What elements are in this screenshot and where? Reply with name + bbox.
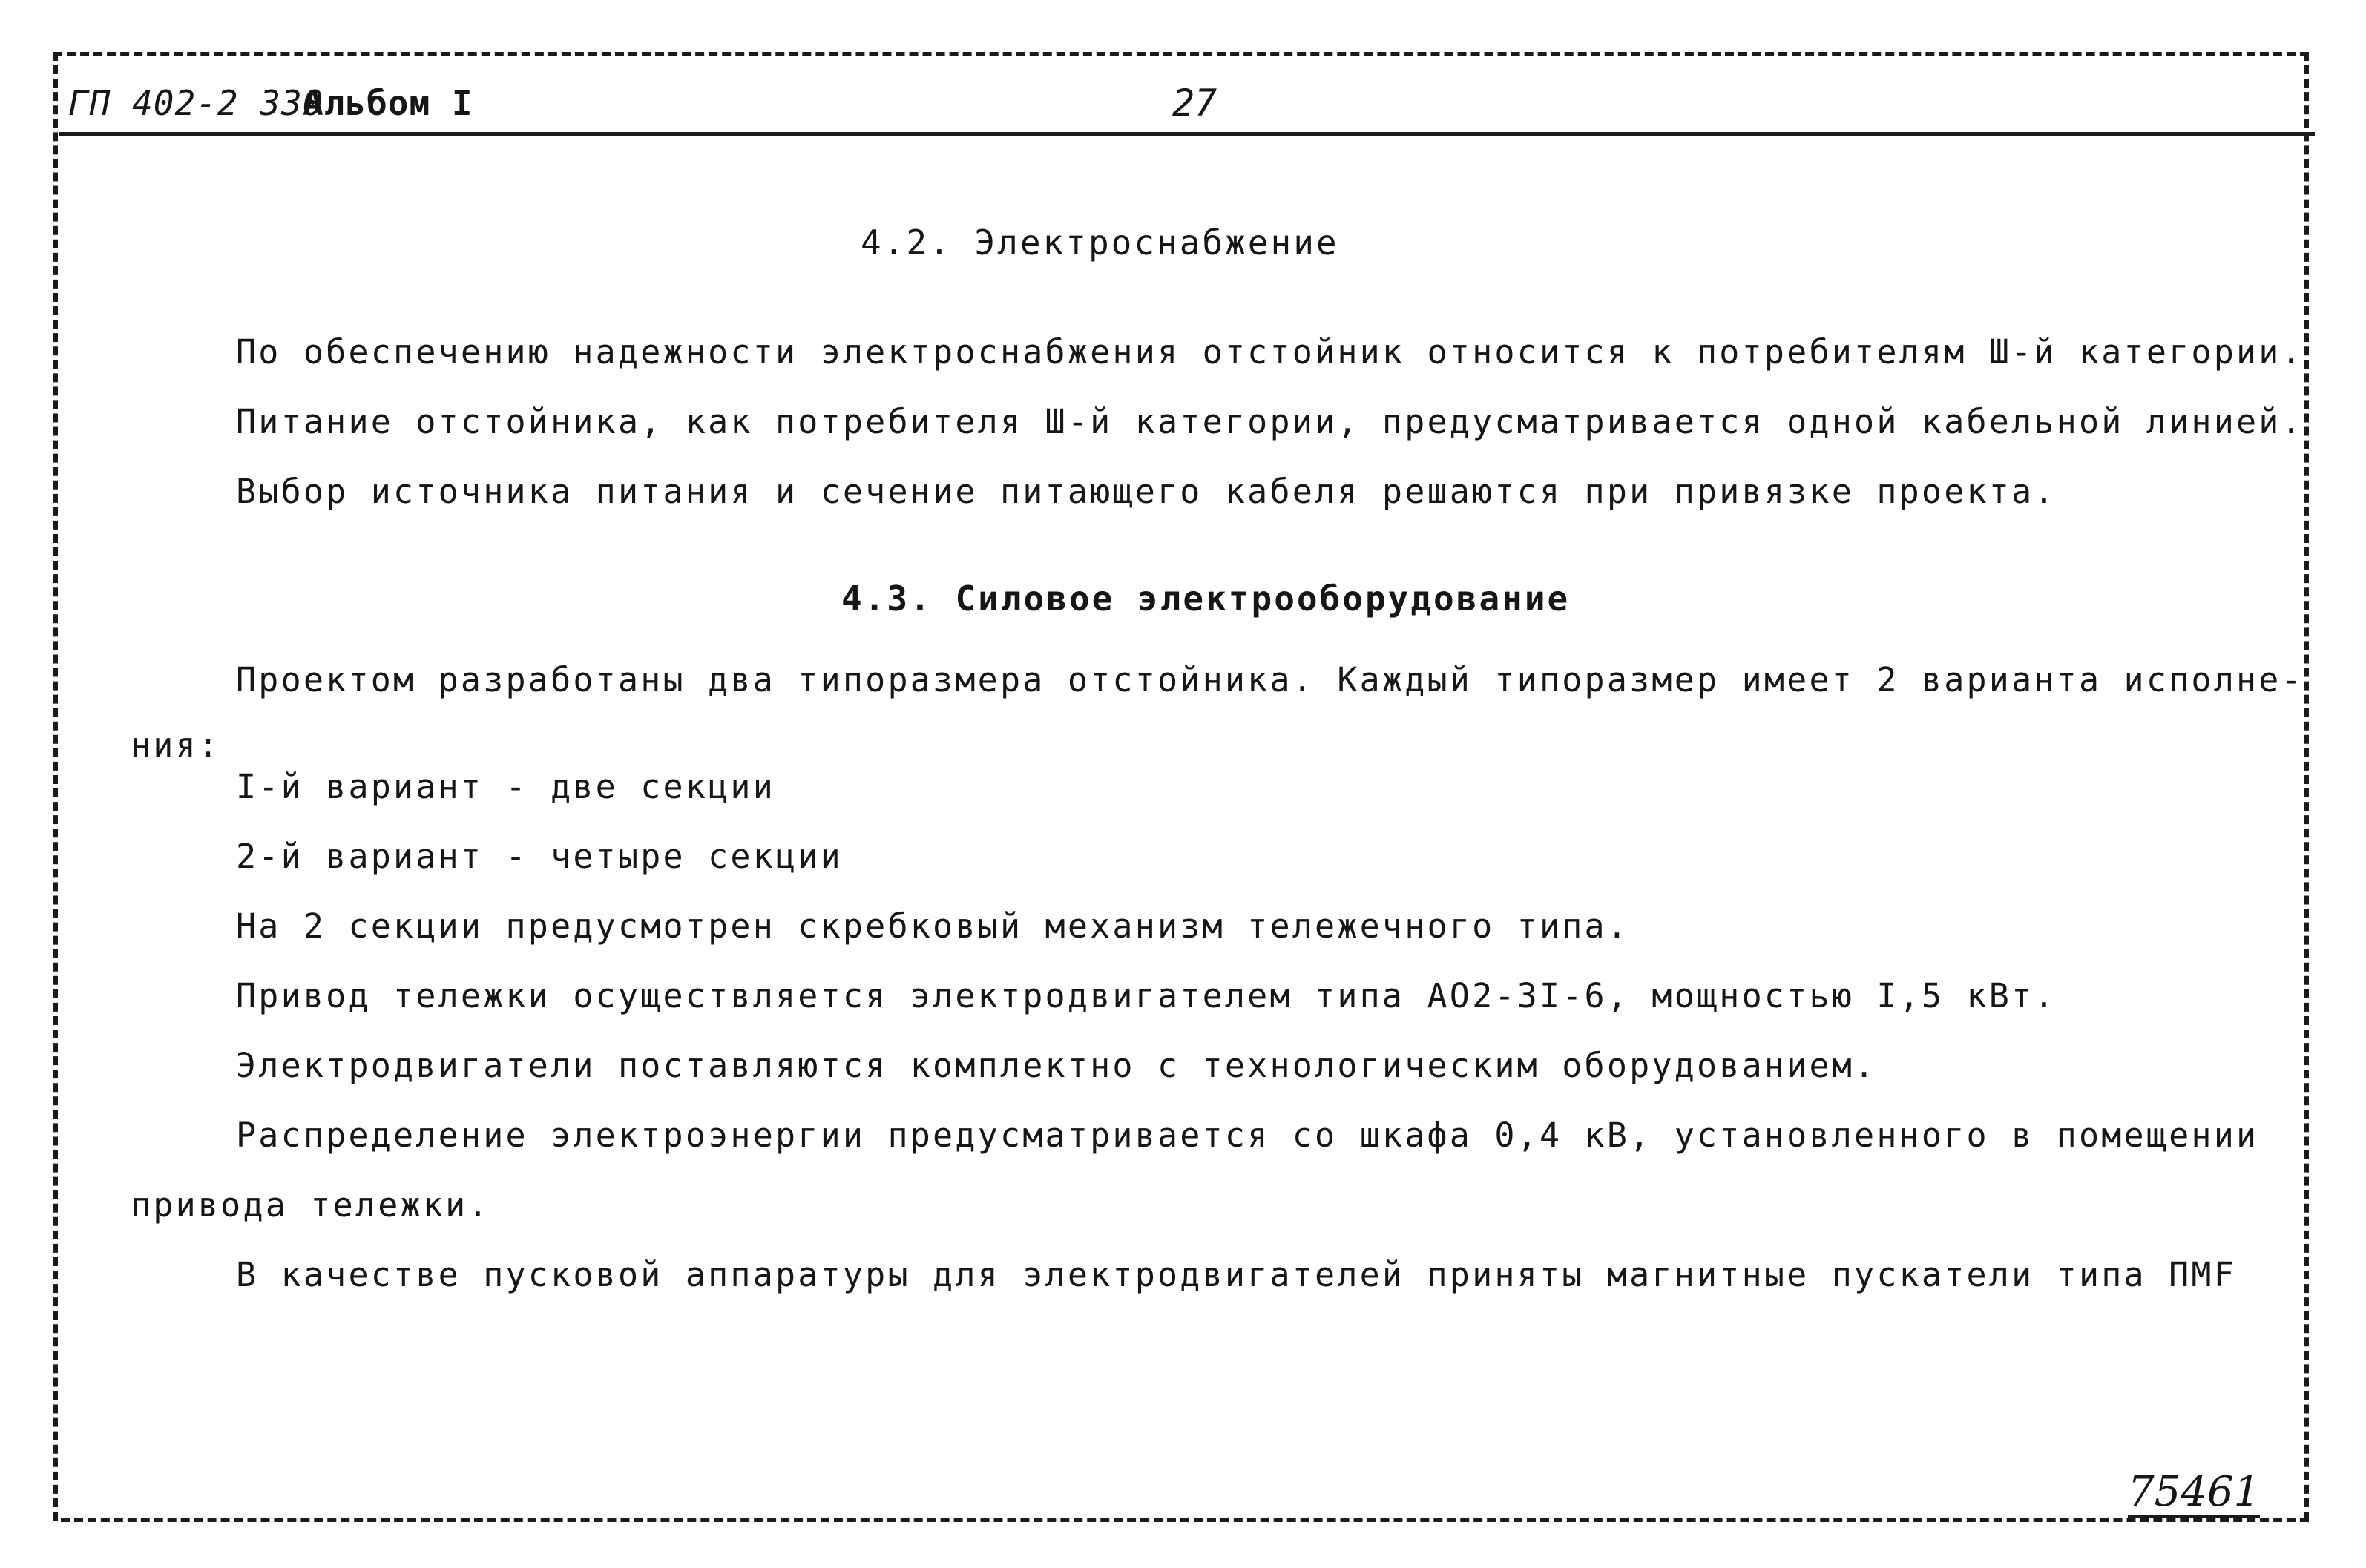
section-4-3-line-10: В качестве пусковой аппаратуры для электродвигателей приняты магнитные пускатели типа ПМF <box>236 1255 2237 1294</box>
section-4-3-line-9: привода тележки. <box>131 1185 490 1225</box>
section-4-3-line-1: Проектом разработаны два типоразмера отстойника. Каждый типоразмер имеет 2 варианта исполне- <box>236 660 2304 699</box>
section-4-3-line-4: 2-й вариант - четыре секции <box>236 837 843 876</box>
section-4-3-line-6: Привод тележки осуществляется электродвигателем типа АО2-3I-6, мощностью I,5 кВт. <box>236 976 2057 1015</box>
archive-number: 75461 <box>2128 1468 2261 1516</box>
album-label: Альбом I <box>303 83 473 123</box>
frame-left-border <box>53 52 58 1521</box>
header-rule <box>59 132 2315 136</box>
section-4-3-line-2: ния: <box>131 725 221 765</box>
page-number: 27 <box>1172 82 1217 125</box>
frame-right-border <box>2304 52 2309 1521</box>
section-4-3-title: 4.3. Силовое электрооборудование <box>841 579 1571 619</box>
section-4-2-line-1: По обеспечению надежности электроснабжения отстойник относится к потребителям Ш-й категории. <box>236 332 2304 372</box>
section-4-3-line-8: Распределение электроэнергии предусматривается со шкафа 0,4 кВ, установленного в помещении <box>236 1116 2259 1155</box>
section-4-3-line-7: Электродвигатели поставляются комплектно с технологическим оборудованием. <box>236 1046 1877 1085</box>
section-4-2-title: 4.2. Электроснабжение <box>861 223 1339 263</box>
frame-top-border <box>53 52 2309 56</box>
section-4-3-line-3: I-й вариант - две секции <box>236 767 776 806</box>
section-4-2-line-2: Питание отстойника, как потребителя Ш-й категории, предусматривается одной кабельной линией. <box>236 402 2304 441</box>
frame-bottom-border <box>61 1518 2309 1522</box>
section-4-3-line-5: На 2 секции предусмотрен скребковый механизм тележечного типа. <box>236 906 1630 946</box>
document-code: ГП 402-2 330 <box>68 83 324 123</box>
section-4-2-line-3: Выбор источника питания и сечение питающего кабеля решаются при привязке проекта. <box>236 472 2057 511</box>
